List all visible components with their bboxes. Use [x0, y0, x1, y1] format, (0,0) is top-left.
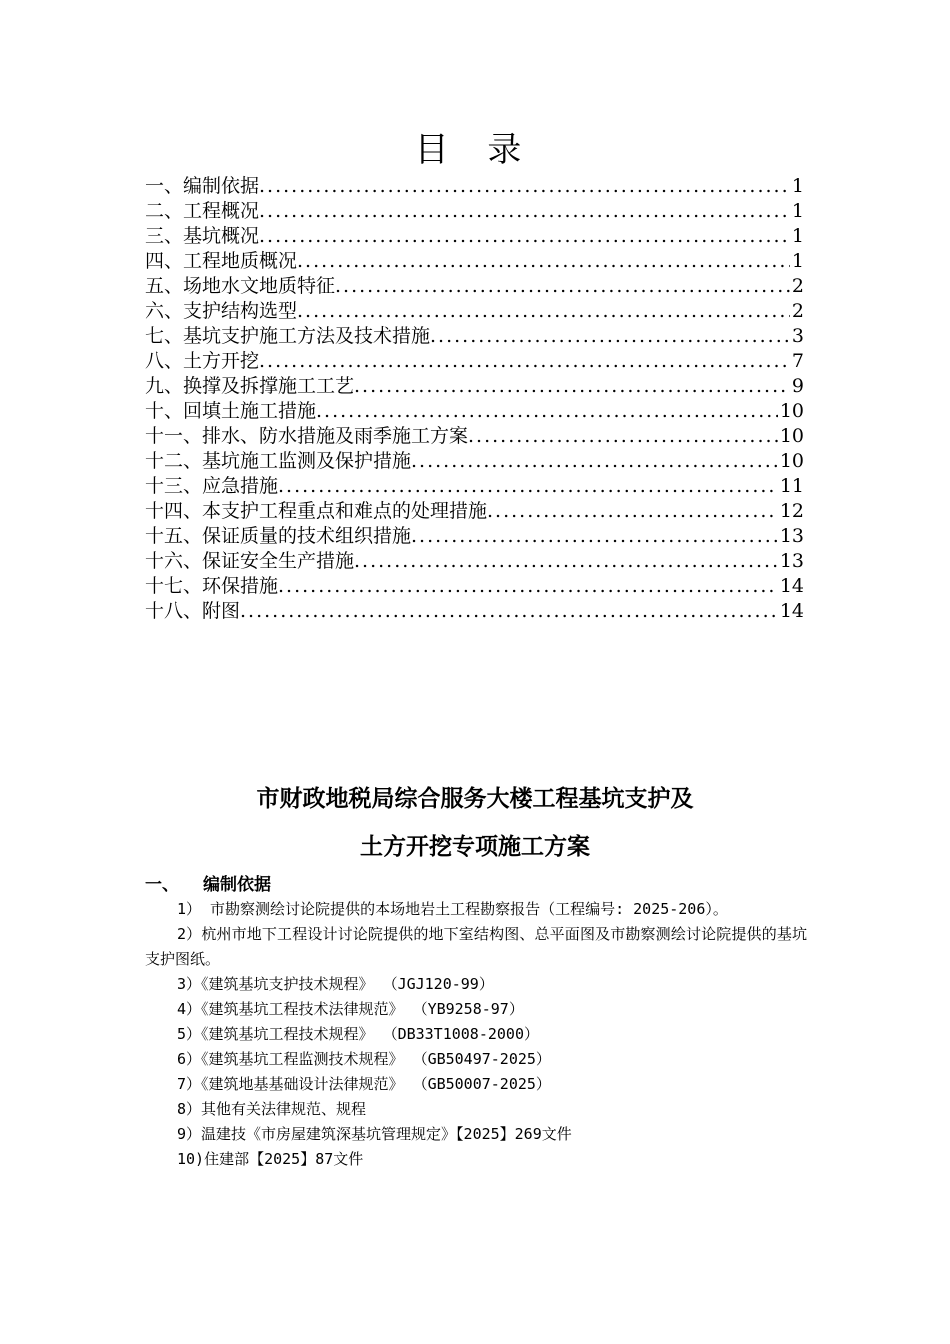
toc-entry-page: 1	[791, 250, 804, 272]
toc-entry-label: 十六、保证安全生产措施	[145, 550, 355, 572]
toc-entry[interactable]	[145, 349, 804, 374]
basis-item: 7）《建筑地基基础设计法律规范》 （GB50007-2025）	[177, 1075, 551, 1093]
toc-entry[interactable]	[145, 424, 804, 449]
toc-entry-page: 9	[791, 375, 804, 397]
toc-entry-label: 七、基坑支护施工方法及技术措施	[145, 325, 431, 347]
toc-leader-dots	[411, 449, 778, 474]
toc-entry-label: 十五、保证质量的技术组织措施	[145, 525, 412, 547]
toc-leader-dots	[297, 299, 790, 324]
toc-entry-label: 二、工程概况	[145, 200, 260, 222]
toc-entry[interactable]	[145, 224, 804, 249]
toc-entry[interactable]	[145, 249, 804, 274]
toc-entry-page: 2	[791, 300, 804, 322]
basis-item: 9）温建技《市房屋建筑深基坑管理规定》【2025】269文件	[177, 1125, 572, 1143]
toc-entry-label: 十七、环保措施	[145, 575, 279, 597]
toc-entry-label: 一、编制依据	[145, 175, 260, 197]
toc-leader-dots	[430, 324, 790, 349]
toc-leader-dots	[335, 274, 790, 299]
basis-item: 1） 市勘察测绘讨论院提供的本场地岩土工程勘察报告（工程编号: 2025-206）。	[177, 900, 728, 918]
basis-item: 2）杭州市地下工程设计讨论院提供的地下室结构图、总平面图及市勘察测绘讨论院提供的基坑支护图纸。	[145, 925, 807, 968]
basis-item: 10)住建部【2025】87文件	[177, 1150, 364, 1168]
toc-entry-page: 14	[779, 600, 804, 622]
toc-leader-dots	[259, 224, 790, 249]
toc-leader-dots	[468, 424, 778, 449]
toc-entry-page: 2	[791, 275, 804, 297]
toc-entry-page: 1	[791, 200, 804, 222]
toc-entry-page: 13	[779, 550, 804, 572]
toc-leader-dots	[354, 549, 778, 574]
document-title-line-2: 土方开挖专项施工方案	[360, 834, 590, 860]
toc-entry-label: 十二、基坑施工监测及保护措施	[145, 450, 412, 472]
toc-entry-label: 五、场地水文地质特征	[145, 275, 336, 297]
section-heading-text: 编制依据	[203, 875, 271, 895]
toc-entry-page: 12	[779, 500, 804, 522]
toc-entry-page: 3	[791, 325, 804, 347]
basis-item: 5）《建筑基坑工程技术规程》 （DB33T1008-2000）	[177, 1025, 539, 1043]
toc-entry-label: 九、换撑及拆撑施工工艺	[145, 375, 355, 397]
toc-entry[interactable]	[145, 299, 804, 324]
toc-entry-page: 11	[779, 475, 804, 497]
toc-leader-dots	[487, 499, 778, 524]
toc-entry-page: 10	[779, 450, 804, 472]
toc-entry-page: 10	[779, 400, 804, 422]
toc-entry-page: 1	[791, 225, 804, 247]
toc-entry[interactable]	[145, 474, 804, 499]
toc-entry-page: 13	[779, 525, 804, 547]
toc-leader-dots	[259, 199, 790, 224]
toc-entry[interactable]	[145, 499, 804, 524]
toc-entry-label: 十一、排水、防水措施及雨季施工方案	[145, 425, 469, 447]
toc-entry-label: 十三、应急措施	[145, 475, 279, 497]
basis-item: 4）《建筑基坑工程技术法律规范》 （YB9258-97）	[177, 1000, 524, 1018]
toc-leader-dots	[240, 599, 778, 624]
toc-title: 目 录	[414, 130, 536, 170]
toc-entry-page: 1	[791, 175, 804, 197]
toc-leader-dots	[278, 474, 778, 499]
toc-entry-page: 14	[779, 575, 804, 597]
toc-entry-label: 六、支护结构选型	[145, 300, 298, 322]
toc-leader-dots	[316, 399, 778, 424]
toc-entry[interactable]	[145, 524, 804, 549]
section-heading	[145, 873, 271, 897]
basis-list	[145, 897, 807, 1172]
toc-entry[interactable]	[145, 324, 804, 349]
toc-entry-label: 十四、本支护工程重点和难点的处理措施	[145, 500, 488, 522]
basis-item: 6）《建筑基坑工程监测技术规程》 （GB50497-2025）	[177, 1050, 551, 1068]
table-of-contents	[145, 174, 804, 624]
toc-entry-label: 八、土方开挖	[145, 350, 260, 372]
toc-entry-label: 十、回填土施工措施	[145, 400, 317, 422]
toc-entry-label: 十八、附图	[145, 600, 241, 622]
toc-entry[interactable]	[145, 449, 804, 474]
toc-entry-page: 7	[791, 350, 804, 372]
toc-entry[interactable]	[145, 374, 804, 399]
toc-leader-dots	[297, 249, 790, 274]
toc-entry[interactable]	[145, 599, 804, 624]
toc-leader-dots	[411, 524, 778, 549]
toc-entry[interactable]	[145, 199, 804, 224]
toc-leader-dots	[354, 374, 790, 399]
basis-item: 8）其他有关法律规范、规程	[177, 1100, 367, 1118]
document-title-line-1: 市财政地税局综合服务大楼工程基坑支护及	[256, 786, 694, 812]
toc-entry-label: 四、工程地质概况	[145, 250, 298, 272]
toc-entry[interactable]	[145, 399, 804, 424]
section-number: 一、	[145, 875, 179, 895]
toc-entry[interactable]	[145, 574, 804, 599]
toc-entry[interactable]	[145, 549, 804, 574]
toc-leader-dots	[259, 349, 790, 374]
toc-leader-dots	[278, 574, 778, 599]
toc-leader-dots	[259, 174, 790, 199]
toc-entry[interactable]	[145, 274, 804, 299]
toc-entry-page: 10	[779, 425, 804, 447]
basis-item: 3）《建筑基坑支护技术规程》 （JGJ120-99）	[177, 975, 494, 993]
toc-entry[interactable]	[145, 174, 804, 199]
toc-entry-label: 三、基坑概况	[145, 225, 260, 247]
